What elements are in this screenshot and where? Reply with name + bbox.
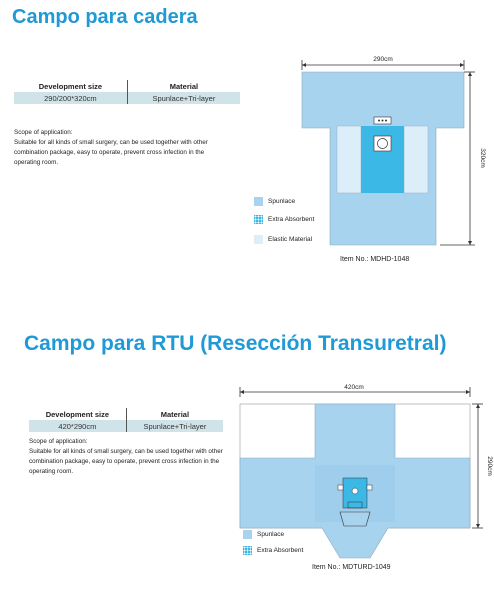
height-dimension [472, 404, 493, 528]
scope-line: operating room. [29, 468, 74, 475]
fenestration-icon [352, 488, 358, 494]
spec-value-size: 420*290cm [29, 420, 126, 432]
section2-title: Campo para RTU (Resección Transuretral) [24, 332, 447, 355]
height-label: 320cm [479, 148, 486, 168]
height-label: 290cm [486, 456, 493, 476]
section1-title: Campo para cadera [12, 6, 198, 28]
scope-line: operating room. [14, 159, 59, 166]
elastic-strip-right [404, 126, 428, 193]
legend-label: Spunlace [268, 197, 296, 205]
tube-holder-icon [367, 485, 372, 490]
scope-title: Scope of application: [29, 438, 88, 445]
spec-value-material: Spunlace+Tri-layer [126, 420, 223, 432]
scope-line: Suitable for all kinds of small surgery, can be used together with other [14, 139, 208, 146]
legend-label: Spunlace [257, 530, 285, 538]
collection-pouch [340, 512, 370, 526]
scope-line: combination package, easy to operate, prevent cross infection in the [14, 149, 205, 156]
section1-item-number: Item No.: MDHD-1048 [340, 256, 410, 263]
legend-label: Elastic Material [268, 235, 313, 243]
spec-header-material: Material [126, 408, 223, 420]
legend-label: Extra Absorbent [257, 546, 304, 554]
spec-value-size: 290/200*320cm [14, 92, 127, 104]
tube-holder-icon [338, 485, 343, 490]
width-label: 420cm [344, 384, 364, 391]
spec-header-size: Development size [45, 409, 110, 419]
spec-header-material: Material [127, 80, 240, 92]
spec-value-material: Spunlace+Tri-layer [127, 92, 240, 104]
legend-label: Extra Absorbent [268, 215, 315, 223]
scope-line: Suitable for all kinds of small surgery, can be used together with other [29, 448, 223, 455]
section2-item-number: Item No.: MDTURD-1049 [312, 564, 391, 571]
elastic-strip-left [337, 126, 361, 193]
scope-line: combination package, easy to operate, prevent cross infection in the [29, 458, 220, 465]
scope-title: Scope of application: [14, 129, 73, 136]
spec-header-size: Development size [38, 81, 103, 91]
width-dimension [240, 384, 470, 397]
width-label: 290cm [373, 56, 393, 63]
turp-drape-diagram [0, 370, 494, 592]
width-dimension [302, 56, 464, 70]
